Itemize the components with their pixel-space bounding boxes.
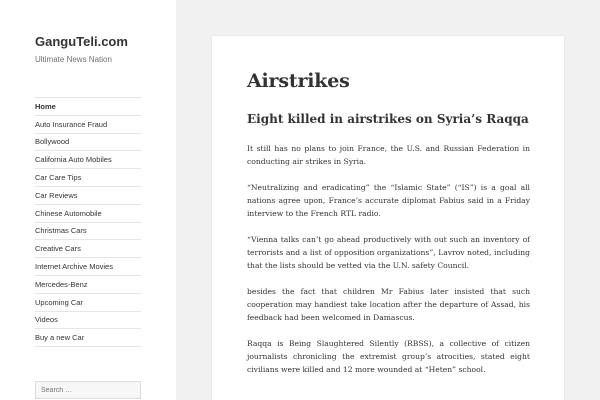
search-box[interactable] <box>35 381 141 399</box>
post-content <box>247 142 530 376</box>
post-paragraph: “Neutralizing and eradicating” the “Islamic State” (“IS”) is a goal all nations agree upon, France’s accurate diplomat Fabius said in a Friday interview to the French RTL radio. <box>247 183 530 218</box>
menu-item-label[interactable]: Car Care Tips <box>35 173 82 183</box>
menu-item-mercedes-benz[interactable] <box>35 276 141 294</box>
site-title[interactable]: GanguTeli.com <box>35 34 128 49</box>
menu-item-videos[interactable] <box>35 312 141 330</box>
menu-item-home[interactable] <box>35 98 141 116</box>
main-menu <box>35 97 141 347</box>
post-paragraph: “Vienna talks can’t go ahead productively with out such an inventory of terrorists and a list of opposition organizations”, Lavrov noted, including that the lists should be vetted via the U.N. safety Council. <box>247 235 530 270</box>
menu-item-label[interactable]: California Auto Mobiles <box>35 155 112 165</box>
menu-item-auto-insurance-fraud[interactable] <box>35 116 141 134</box>
menu-item-label[interactable]: Auto Insurance Fraud <box>35 119 108 129</box>
menu-item-buy-a-new-car[interactable] <box>35 329 141 347</box>
menu-item-car-reviews[interactable] <box>35 187 141 205</box>
menu-item-label[interactable]: Mercedes-Benz <box>35 279 88 289</box>
menu-item-label[interactable]: Internet Archive Movies <box>35 262 113 272</box>
menu-item-bollywood[interactable] <box>35 134 141 152</box>
menu-item-label[interactable]: Buy a new Car <box>35 333 85 343</box>
main-content <box>212 36 564 400</box>
menu-item-label[interactable]: Creative Cars <box>35 244 81 254</box>
search-input[interactable] <box>41 387 140 394</box>
menu-item-label[interactable]: Upcoming Car <box>35 297 83 307</box>
menu-item-california-auto-mobiles[interactable] <box>35 151 141 169</box>
menu-item-chinese-automobile[interactable] <box>35 205 141 223</box>
menu-item-label[interactable]: Home <box>35 101 56 111</box>
post-paragraph: It still has no plans to join France, the U.S. and Russian Federation in conducting air strikes in Syria. <box>247 144 530 166</box>
menu-item-christmas-cars[interactable] <box>35 223 141 241</box>
menu-item-car-care-tips[interactable] <box>35 169 141 187</box>
menu-item-internet-archive-movies[interactable] <box>35 258 141 276</box>
post-title[interactable]: Eight killed in airstrikes on Syria’s Raqqa <box>247 112 529 126</box>
post-paragraph: Raqqa is Being Slaughtered Silently (RBSS), a collective of citizen journalists chronicling the extremist group’s atrocities, stated eight civilians were killed and 12 more wounded at “Heten” school. <box>247 339 530 374</box>
menu-item-creative-cars[interactable] <box>35 240 141 258</box>
post-paragraph: besides the fact that children Mr Fabius later insisted that such cooperation may handiest take location after the departure of Assad, his feedback had been welcomed in Damascus. <box>247 287 530 322</box>
site-description: Ultimate News Nation <box>35 55 112 64</box>
menu-item-label[interactable]: Car Reviews <box>35 190 78 200</box>
sidebar <box>0 0 176 400</box>
menu-item-label[interactable]: Chinese Automobile <box>35 208 102 218</box>
menu-item-label[interactable]: Bollywood <box>35 137 70 147</box>
menu-item-upcoming-car[interactable] <box>35 294 141 312</box>
menu-item-label[interactable]: Christmas Cars <box>35 226 87 236</box>
page-title: Airstrikes <box>247 70 350 92</box>
menu-item-label[interactable]: Videos <box>35 315 58 325</box>
